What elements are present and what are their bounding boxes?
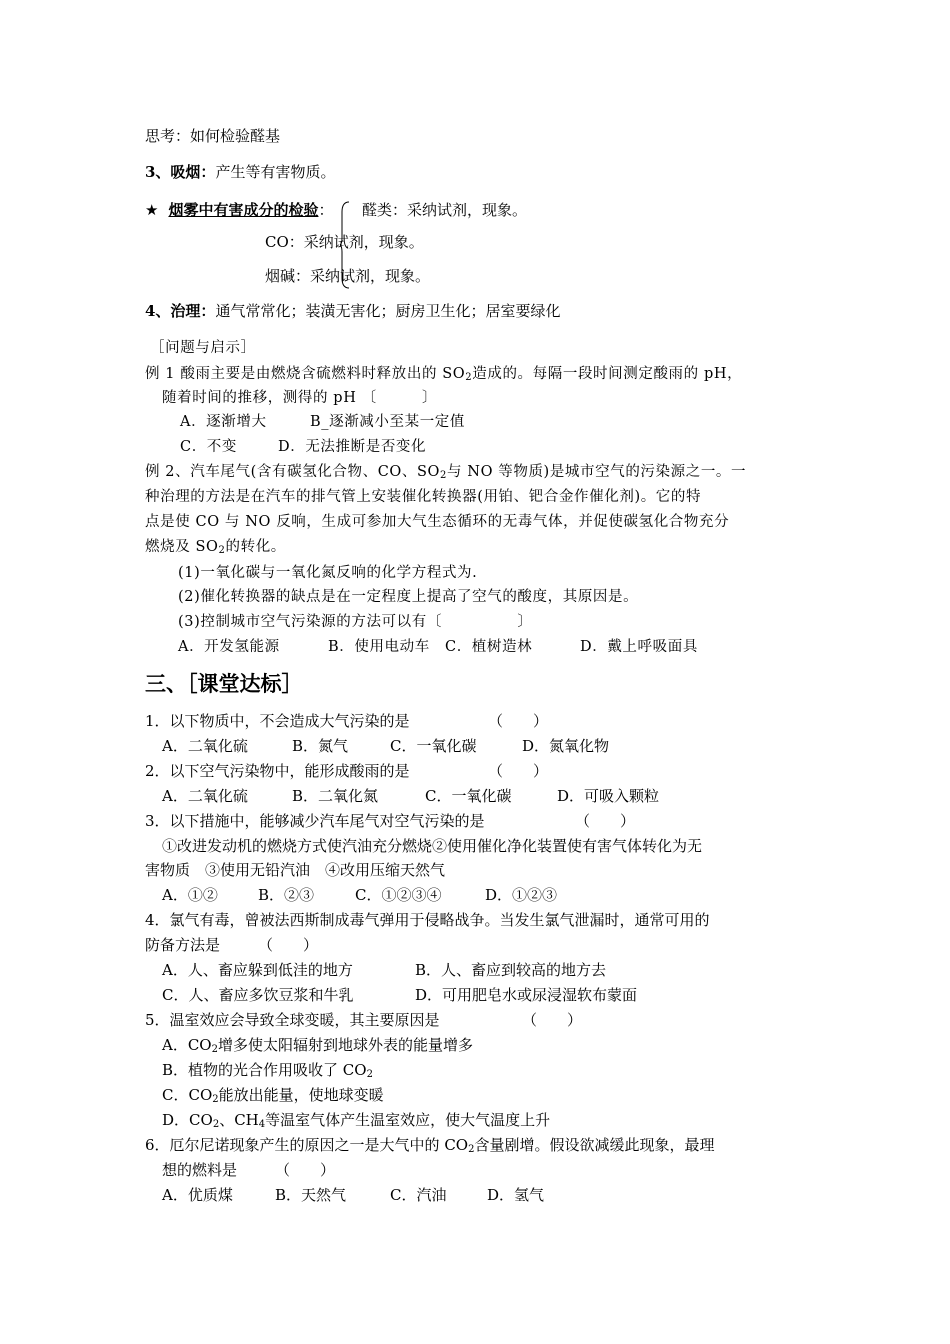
example1-option-c: C．不变	[180, 439, 237, 455]
example2-line3: 点是使 CO 与 NO 反响，生成可参加大气生态循环的无毒气体，并促使碳氢化合物充分	[145, 514, 730, 530]
question1-option-c: C．一氧化碳	[390, 737, 477, 755]
smoke-test-title: 烟雾中有害成分的检验	[168, 201, 319, 219]
question3-option-b: B．②③	[258, 886, 315, 904]
section-heading: 三、［课堂达标］	[145, 671, 303, 696]
question6-option-a: A．优质煤	[162, 1186, 233, 1204]
question6-line2: 想的燃料是	[162, 1161, 238, 1179]
question3-option-a: A．①②	[162, 886, 218, 904]
star-icon: ★	[145, 201, 159, 219]
option-text: C．CO	[162, 1086, 213, 1104]
subscript: 2	[218, 545, 226, 556]
smoking-number: 3、吸烟：	[145, 163, 216, 181]
question4-option-d: D．可用肥皂水或尿浸湿软布蒙面	[415, 986, 638, 1004]
question2-answer-paren: （ ）	[488, 762, 549, 780]
question2-option-d: D．可吸入颗粒	[557, 787, 660, 805]
governance-text: 通气常常化；装潢无害化；厨房卫生化；居室要绿化	[215, 302, 561, 320]
question4-option-b: B．人、畜应到较高的地方去	[415, 961, 607, 979]
question4-line2: 防备方法是	[145, 936, 221, 954]
subscript: 2	[366, 1069, 373, 1080]
example2-option-c: C．植树造林	[445, 639, 533, 655]
option-text: 增多使太阳辐射到地球外表的能量增多	[217, 1036, 473, 1054]
example1-line2: 随着时间的推移，测得的 pH 〔 〕	[162, 390, 438, 406]
subscript: 4	[258, 1119, 266, 1130]
option-text: B．植物的光合作用吸收了 CO	[162, 1061, 367, 1079]
example2-option-b: B．使用电动车	[328, 639, 430, 655]
question3-stem: 3．以下措施中，能够减少汽车尾气对空气污染的是	[145, 812, 485, 830]
example2-option-a: A．开发氢能源	[178, 639, 280, 655]
example2-question1: (1)一氧化碳与一氧化氮反响的化学方程式为.	[178, 565, 478, 581]
question6-text: 6．厄尔尼诺现象产生的原因之一是大气中的 CO	[145, 1136, 469, 1154]
example2-question2: (2)催化转换器的缺点是在一定程度上提高了空气的酸度，其原因是。	[178, 589, 639, 605]
question1-option-a: A．二氧化硫	[162, 737, 248, 755]
option-text: 等温室气体产生温室效应，使大气温度上升	[265, 1111, 551, 1129]
example1-option-b: B_逐渐减小至某一定值	[310, 414, 466, 430]
question1-option-b: B．氮气	[292, 737, 349, 755]
governance-line	[145, 300, 560, 322]
smoke-test-colon: ：	[318, 201, 334, 219]
smoking-text: 产生等有害物质。	[215, 163, 336, 181]
question3-line2: ①改进发动机的燃烧方式使汽油充分燃烧②使用催化净化装置使有害气体转化为无	[162, 837, 703, 855]
example2-option-d: D．戴上呼吸面具	[580, 639, 698, 655]
aldehyde-test: 醛类：采纳试剂，现象。	[362, 201, 528, 219]
question5-option-d	[162, 1109, 550, 1131]
question2-stem: 2．以下空气污染物中，能形成酸雨的是	[145, 762, 410, 780]
subscript: 2	[468, 1144, 475, 1155]
question4-option-c: C．人、畜应多饮豆浆和牛乳	[162, 986, 354, 1004]
question6-option-c: C．汽油	[390, 1186, 447, 1204]
subscript: 2	[440, 470, 447, 481]
smoking-line	[145, 161, 335, 183]
example1-option-a: A．逐渐增大	[180, 414, 267, 430]
governance-number: 4、治理：	[145, 302, 216, 320]
question5-answer-paren: （ ）	[522, 1011, 583, 1029]
subscript: 2	[211, 1044, 218, 1055]
smoke-test-line	[145, 199, 333, 221]
think-line: 思考：如何检验醛基	[145, 127, 281, 145]
question6-stem	[145, 1134, 714, 1156]
question3-answer-paren: （ ）	[575, 812, 636, 830]
question5-option-c	[162, 1084, 384, 1106]
question6-option-b: B．天然气	[275, 1186, 347, 1204]
example1-text: 例 1 酸雨主要是由燃烧含硫燃料时释放出的 SO	[145, 366, 466, 382]
example2-text: 与 NO 等物质)是城市空气的污染源之一。一	[446, 464, 747, 480]
example2-question3: (3)控制城市空气污染源的方法可以有〔 〕	[178, 614, 533, 630]
example2-line1	[145, 461, 746, 483]
example2-text: 例 2、汽车尾气(含有碳氢化合物、CO、SO	[145, 464, 440, 480]
question1-option-d: D．氮氧化物	[522, 737, 610, 755]
question1-answer-paren: （ ）	[488, 712, 549, 730]
nicotine-test: 烟碱：采纳试剂，现象。	[265, 267, 431, 285]
option-text: 能放出能量，使地球变暖	[218, 1086, 384, 1104]
question6-option-d: D．氢气	[487, 1186, 545, 1204]
example1-line1	[145, 363, 742, 385]
question3-option-c: C．①②③④	[355, 886, 442, 904]
example1-option-d: D．无法推断是否变化	[278, 439, 427, 455]
question6-text: 含量剧增。假设欲减缓此现象，最理	[474, 1136, 715, 1154]
subscript: 2	[212, 1094, 219, 1105]
co-test: CO：采纳试剂，现象。	[265, 233, 424, 251]
option-text: D．CO	[162, 1111, 213, 1129]
question4-option-a: A．人、畜应躲到低洼的地方	[162, 961, 353, 979]
question4-answer-paren: （ ）	[258, 936, 319, 954]
question2-option-c: C．一氧化碳	[425, 787, 512, 805]
question2-option-b: B．二氧化氮	[292, 787, 379, 805]
question5-option-b	[162, 1059, 373, 1081]
question5-option-a	[162, 1034, 473, 1056]
question3-option-d: D．①②③	[485, 886, 558, 904]
option-text: A．CO	[162, 1036, 212, 1054]
example2-line4	[145, 536, 286, 558]
example2-text: 燃烧及 SO	[145, 539, 219, 555]
question2-option-a: A．二氧化硫	[162, 787, 248, 805]
question5-stem: 5．温室效应会导致全球变暖，其主要原因是	[145, 1011, 440, 1029]
question1-stem: 1．以下物质中，不会造成大气污染的是	[145, 712, 410, 730]
problem-header: ［问题与启示］	[150, 340, 256, 356]
question4-stem: 4．氯气有毒，曾被法西斯制成毒气弹用于侵略战争。当发生氯气泄漏时，通常可用的	[145, 911, 710, 929]
subscript: 2	[465, 372, 473, 383]
question6-answer-paren: （ ）	[275, 1161, 336, 1179]
example2-text: 的转化。	[225, 539, 286, 555]
example2-line2: 种治理的方法是在汽车的排气管上安装催化转换器(用铂、钯合金作催化剂)。它的特	[145, 489, 702, 505]
option-text: 、CH	[219, 1111, 259, 1129]
example1-text: 造成的。每隔一段时间测定酸雨的 pH，	[472, 366, 743, 382]
question3-line3: 害物质 ③使用无铅汽油 ④改用压缩天然气	[145, 861, 446, 879]
subscript: 2	[212, 1119, 220, 1130]
